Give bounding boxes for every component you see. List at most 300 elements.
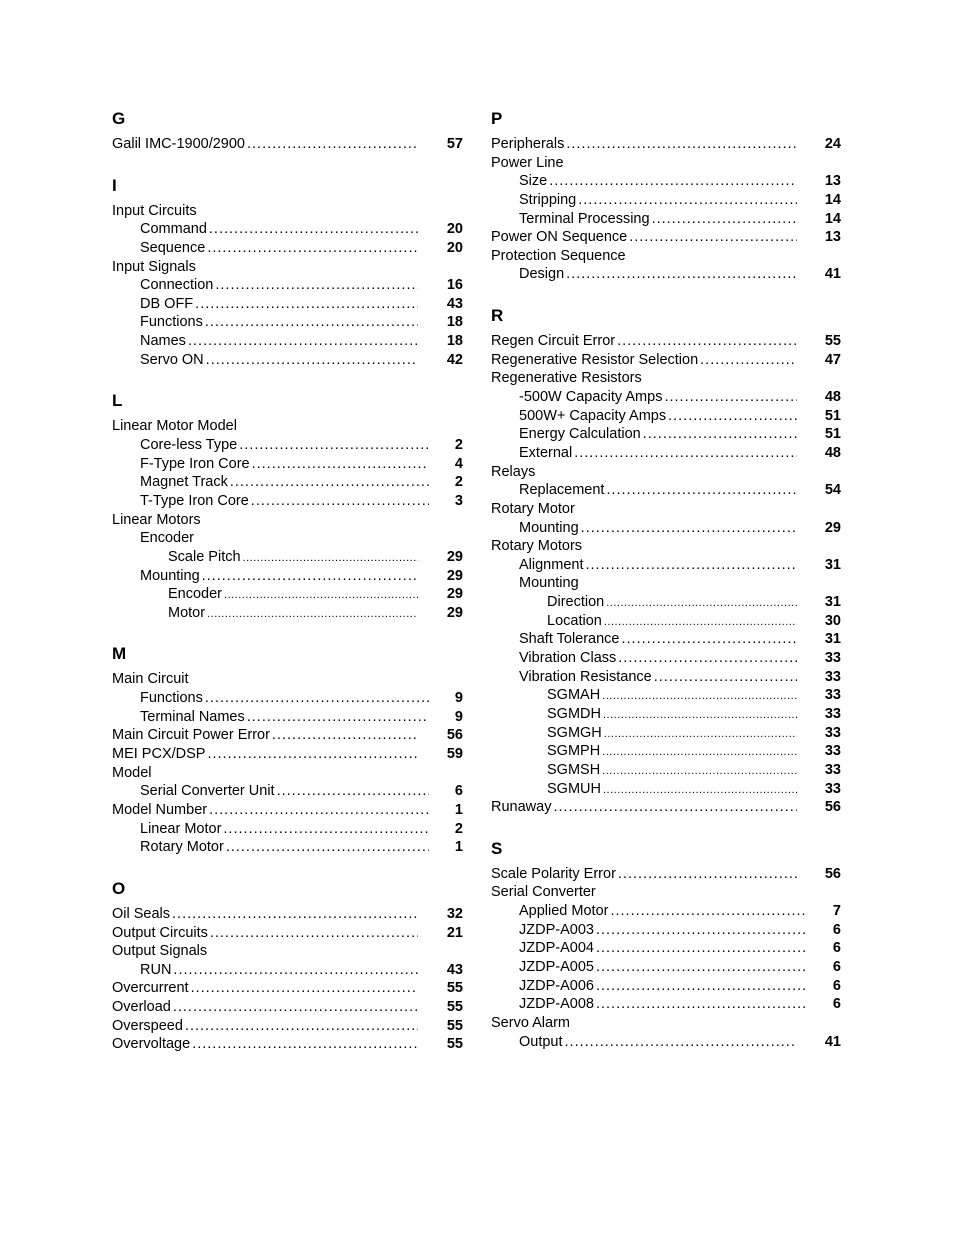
index-entry bbox=[491, 425, 841, 444]
entry-page-number: 31 bbox=[824, 631, 841, 648]
dot-leader bbox=[252, 455, 429, 474]
entry-page-number: 51 bbox=[824, 407, 841, 424]
dot-leader bbox=[602, 742, 797, 762]
dot-leader bbox=[272, 726, 418, 745]
dot-leader bbox=[618, 865, 797, 884]
entry-term: SGMDH bbox=[547, 705, 601, 722]
index-entry bbox=[112, 961, 463, 980]
section-letter: O bbox=[112, 878, 126, 898]
dot-leader bbox=[191, 979, 418, 998]
dot-leader bbox=[566, 265, 797, 284]
entry-term: Model bbox=[112, 764, 152, 781]
index-entry bbox=[491, 191, 841, 210]
entry-term: SGMAH bbox=[547, 687, 601, 704]
index-entry bbox=[491, 556, 841, 575]
index-entry bbox=[112, 135, 463, 154]
entry-term: Terminal Processing bbox=[519, 210, 650, 227]
entry-page-number: 6 bbox=[832, 921, 841, 938]
entry-page-number: 33 bbox=[824, 743, 841, 760]
index-entry bbox=[491, 630, 841, 649]
index-entry bbox=[491, 995, 841, 1014]
entry-term: Rotary Motors bbox=[491, 538, 583, 555]
section-letter: M bbox=[112, 644, 127, 664]
dot-leader bbox=[239, 436, 429, 455]
entry-page-number: 51 bbox=[824, 426, 841, 443]
entry-term: Replacement bbox=[519, 482, 605, 499]
index-entry bbox=[112, 548, 463, 567]
entry-term: Mounting bbox=[519, 575, 579, 592]
index-column-left bbox=[112, 108, 463, 1075]
dot-leader bbox=[581, 519, 797, 538]
dot-leader bbox=[668, 407, 797, 426]
dot-leader bbox=[173, 998, 418, 1017]
dot-leader bbox=[652, 210, 797, 229]
dot-leader bbox=[643, 425, 797, 444]
entry-term: Location bbox=[547, 612, 602, 629]
entry-page-number: 3 bbox=[454, 492, 463, 509]
dot-leader bbox=[574, 444, 797, 463]
entry-term: Functions bbox=[140, 314, 203, 331]
entry-page-number: 33 bbox=[824, 761, 841, 778]
entry-page-number: 48 bbox=[824, 389, 841, 406]
index-entry bbox=[112, 351, 463, 370]
entry-page-number: 54 bbox=[824, 482, 841, 499]
entry-term: Rotary Motor bbox=[491, 500, 575, 517]
entry-page-number: 14 bbox=[824, 191, 841, 208]
index-entry bbox=[112, 239, 463, 258]
dot-leader bbox=[596, 995, 808, 1014]
index-entry bbox=[112, 567, 463, 586]
entry-term: Model Number bbox=[112, 801, 208, 818]
index-entry bbox=[491, 724, 841, 743]
index-entry bbox=[112, 436, 463, 455]
dot-leader bbox=[565, 1033, 797, 1052]
entry-term: Direction bbox=[547, 594, 605, 611]
entry-page-number: 55 bbox=[446, 1036, 463, 1053]
index-entry bbox=[491, 332, 841, 351]
index-entry bbox=[112, 745, 463, 764]
entry-page-number: 2 bbox=[454, 474, 463, 491]
index-entry bbox=[491, 798, 841, 817]
entry-term: Input Circuits bbox=[112, 202, 197, 219]
dot-leader bbox=[629, 228, 797, 247]
dot-leader bbox=[224, 585, 418, 605]
dot-leader bbox=[226, 838, 429, 857]
index-entry bbox=[112, 313, 463, 332]
dot-leader bbox=[202, 567, 418, 586]
entry-page-number: 47 bbox=[824, 351, 841, 368]
entry-term: Encoder bbox=[140, 530, 195, 547]
entry-term: Stripping bbox=[519, 191, 577, 208]
entry-term: JZDP-A008 bbox=[519, 996, 594, 1013]
entry-page-number: 30 bbox=[824, 612, 841, 629]
dot-leader bbox=[243, 548, 418, 568]
entry-page-number: 6 bbox=[832, 977, 841, 994]
entry-page-number: 31 bbox=[824, 594, 841, 611]
entry-page-number: 9 bbox=[454, 690, 463, 707]
entry-term: Main Circuit bbox=[112, 671, 189, 688]
entry-page-number: 56 bbox=[446, 727, 463, 744]
entry-page-number: 9 bbox=[454, 708, 463, 725]
index-entry bbox=[491, 612, 841, 631]
entry-page-number: 29 bbox=[446, 586, 463, 603]
dot-leader bbox=[606, 481, 797, 500]
index-entry bbox=[112, 455, 463, 474]
index-section-p bbox=[491, 108, 841, 284]
index-entry bbox=[491, 172, 841, 191]
entry-term: Mounting bbox=[519, 519, 579, 536]
index-entry bbox=[491, 883, 596, 902]
entry-page-number: 29 bbox=[446, 604, 463, 621]
entry-term: JZDP-A005 bbox=[519, 958, 594, 975]
entry-page-number: 57 bbox=[446, 136, 463, 152]
index-section-o bbox=[112, 878, 463, 1054]
entry-page-number: 29 bbox=[446, 548, 463, 565]
dot-leader bbox=[223, 820, 429, 839]
entry-term: Scale Pitch bbox=[168, 548, 241, 565]
entry-page-number: 21 bbox=[446, 924, 463, 941]
index-entry bbox=[491, 537, 583, 556]
entry-term: Core-less Type bbox=[140, 437, 238, 454]
entry-page-number: 2 bbox=[454, 437, 463, 454]
dot-leader bbox=[622, 630, 798, 649]
entry-term: Overload bbox=[112, 999, 171, 1016]
dot-leader bbox=[185, 1017, 418, 1036]
entry-page-number: 48 bbox=[824, 444, 841, 461]
index-entry bbox=[112, 332, 463, 351]
section-letter: S bbox=[491, 838, 503, 858]
dot-leader bbox=[553, 798, 797, 817]
entry-term: Functions bbox=[140, 690, 203, 707]
entry-page-number: 1 bbox=[454, 801, 463, 818]
section-letter: G bbox=[112, 109, 126, 128]
section-letter: L bbox=[112, 391, 123, 411]
entry-page-number: 29 bbox=[824, 519, 841, 536]
index-entry bbox=[112, 473, 463, 492]
index-entry bbox=[112, 689, 463, 708]
index-entry bbox=[112, 1017, 463, 1036]
entry-page-number: 13 bbox=[824, 173, 841, 190]
entry-term: Serial Converter Unit bbox=[140, 783, 275, 800]
index-entry bbox=[112, 295, 463, 314]
dot-leader bbox=[210, 924, 418, 943]
entry-term: Vibration Resistance bbox=[519, 668, 652, 685]
index-entry bbox=[491, 977, 841, 996]
dot-leader bbox=[617, 332, 797, 351]
dot-leader bbox=[596, 939, 808, 958]
dot-leader bbox=[596, 921, 808, 940]
entry-term: Command bbox=[140, 221, 207, 238]
index-entry bbox=[491, 154, 564, 173]
dot-leader bbox=[566, 135, 797, 154]
section-letter: I bbox=[112, 175, 117, 195]
entry-term: Oil Seals bbox=[112, 905, 171, 922]
index-entry bbox=[491, 921, 841, 940]
index-entry bbox=[491, 593, 841, 612]
entry-term: Servo ON bbox=[140, 351, 204, 368]
index-entry bbox=[112, 726, 463, 745]
entry-term: Size bbox=[519, 173, 548, 190]
index-section-m bbox=[112, 643, 463, 856]
entry-page-number: 6 bbox=[832, 996, 841, 1013]
entry-page-number: 29 bbox=[446, 567, 463, 584]
entry-term: Linear Motor bbox=[140, 820, 222, 837]
index-entry bbox=[112, 258, 196, 277]
entry-term: Overspeed bbox=[112, 1017, 183, 1034]
entry-page-number: 42 bbox=[446, 351, 463, 368]
dot-leader bbox=[209, 801, 429, 820]
entry-term: Shaft Tolerance bbox=[519, 631, 620, 648]
entry-page-number: 16 bbox=[446, 277, 463, 294]
index-entry bbox=[491, 705, 841, 724]
entry-page-number: 7 bbox=[832, 903, 841, 920]
entry-term: Motor bbox=[168, 604, 206, 621]
dot-leader bbox=[664, 388, 797, 407]
dot-leader bbox=[700, 351, 797, 370]
entry-page-number: 33 bbox=[824, 687, 841, 704]
index-entry bbox=[112, 838, 463, 857]
entry-term: Power ON Sequence bbox=[491, 229, 628, 246]
entry-page-number: 33 bbox=[824, 705, 841, 722]
dot-leader bbox=[205, 689, 429, 708]
entry-term: Linear Motor Model bbox=[112, 418, 237, 435]
entry-term: Input Signals bbox=[112, 258, 196, 275]
entry-page-number: 18 bbox=[446, 314, 463, 331]
index-entry bbox=[491, 210, 841, 229]
entry-term: Serial Converter bbox=[491, 884, 596, 901]
index-entry bbox=[491, 481, 841, 500]
entry-page-number: 18 bbox=[446, 333, 463, 350]
entry-page-number: 1 bbox=[454, 839, 463, 856]
index-section-i bbox=[112, 175, 463, 370]
entry-term: DB OFF bbox=[140, 295, 194, 312]
entry-term: External bbox=[519, 444, 573, 461]
dot-leader bbox=[604, 612, 797, 632]
entry-term: -500W Capacity Amps bbox=[519, 389, 663, 406]
dot-leader bbox=[207, 239, 418, 258]
entry-term: Output Signals bbox=[112, 943, 208, 960]
index-entry bbox=[491, 742, 841, 761]
dot-leader bbox=[610, 902, 808, 921]
index-entry bbox=[112, 220, 463, 239]
dot-leader bbox=[195, 295, 418, 314]
index-entry bbox=[491, 135, 841, 154]
index-entry bbox=[112, 511, 201, 530]
dot-leader bbox=[596, 958, 808, 977]
entry-term: Rotary Motor bbox=[140, 839, 224, 856]
index-entry bbox=[491, 939, 841, 958]
dot-leader bbox=[602, 686, 797, 706]
index-entry bbox=[112, 942, 208, 961]
entry-term: MEI PCX/DSP bbox=[112, 746, 206, 763]
dot-leader bbox=[602, 761, 797, 781]
dot-leader bbox=[578, 191, 797, 210]
index-entry bbox=[491, 761, 841, 780]
entry-page-number: 6 bbox=[454, 783, 463, 800]
index-entry bbox=[112, 782, 463, 801]
entry-term: Power Line bbox=[491, 154, 564, 171]
entry-page-number: 55 bbox=[446, 999, 463, 1016]
entry-page-number: 31 bbox=[824, 556, 841, 573]
entry-term: F-Type Iron Core bbox=[140, 455, 250, 472]
entry-page-number: 33 bbox=[824, 780, 841, 797]
dot-leader bbox=[618, 649, 797, 668]
dot-leader bbox=[215, 276, 418, 295]
entry-term: Mounting bbox=[140, 567, 200, 584]
dot-leader bbox=[188, 332, 418, 351]
entry-term: SGMSH bbox=[547, 761, 601, 778]
entry-page-number: 33 bbox=[824, 668, 841, 685]
entry-term: JZDP-A004 bbox=[519, 940, 594, 957]
entry-page-number: 56 bbox=[824, 799, 841, 816]
index-entry bbox=[491, 500, 575, 519]
index-entry bbox=[112, 708, 463, 727]
index-entry bbox=[491, 519, 841, 538]
entry-page-number: 2 bbox=[454, 820, 463, 837]
dot-leader bbox=[206, 351, 418, 370]
entry-term: Regenerative Resistor Selection bbox=[491, 351, 699, 368]
entry-term: Magnet Track bbox=[140, 474, 228, 491]
index-entry bbox=[491, 686, 841, 705]
index-entry bbox=[491, 958, 841, 977]
index-entry bbox=[491, 228, 841, 247]
index-section-l bbox=[112, 390, 463, 622]
index-entry bbox=[112, 529, 195, 548]
dot-leader bbox=[603, 780, 797, 800]
index-entry bbox=[112, 905, 463, 924]
entry-page-number: 13 bbox=[824, 229, 841, 246]
dot-leader bbox=[654, 668, 797, 687]
index-entry bbox=[491, 865, 841, 884]
entry-term: SGMGH bbox=[547, 724, 602, 741]
index-section-r bbox=[491, 305, 841, 817]
entry-term: Connection bbox=[140, 277, 214, 294]
entry-page-number: 6 bbox=[832, 958, 841, 975]
index-entry bbox=[491, 265, 841, 284]
index-entry bbox=[112, 670, 189, 689]
dot-leader bbox=[172, 905, 418, 924]
dot-leader bbox=[247, 708, 429, 727]
index-entry bbox=[112, 276, 463, 295]
entry-term: Protection Sequence bbox=[491, 247, 626, 264]
entry-page-number: 20 bbox=[446, 239, 463, 256]
index-entry bbox=[112, 764, 152, 783]
entry-term: Peripherals bbox=[491, 136, 565, 152]
dot-leader bbox=[596, 977, 808, 996]
entry-term: SGMPH bbox=[547, 743, 601, 760]
entry-term: Design bbox=[519, 266, 565, 283]
dot-leader bbox=[604, 724, 797, 744]
entry-page-number: 14 bbox=[824, 210, 841, 227]
entry-term: Galil IMC-1900/2900 bbox=[112, 136, 245, 152]
dot-leader bbox=[277, 782, 429, 801]
entry-term: Terminal Names bbox=[140, 708, 245, 725]
dot-leader bbox=[247, 135, 418, 154]
entry-term: JZDP-A006 bbox=[519, 977, 594, 994]
index-entry bbox=[112, 820, 463, 839]
entry-term: RUN bbox=[140, 961, 172, 978]
entry-term: Output bbox=[519, 1033, 563, 1050]
entry-page-number: 43 bbox=[446, 295, 463, 312]
section-letter: P bbox=[491, 109, 503, 128]
entry-page-number: 55 bbox=[824, 333, 841, 350]
dot-leader bbox=[207, 604, 418, 624]
dot-leader bbox=[173, 961, 418, 980]
entry-page-number: 59 bbox=[446, 746, 463, 763]
entry-term: SGMUH bbox=[547, 780, 601, 797]
entry-page-number: 4 bbox=[454, 455, 463, 472]
index-entry bbox=[112, 492, 463, 511]
entry-term: Linear Motors bbox=[112, 511, 201, 528]
entry-page-number: 33 bbox=[824, 724, 841, 741]
entry-page-number: 24 bbox=[824, 136, 841, 152]
index-entry bbox=[491, 780, 841, 799]
dot-leader bbox=[549, 172, 797, 191]
index-entry bbox=[112, 1035, 463, 1054]
index-entry bbox=[112, 979, 463, 998]
index-section-s bbox=[491, 838, 841, 1051]
entry-term: 500W+ Capacity Amps bbox=[519, 407, 667, 424]
entry-term: Servo Alarm bbox=[491, 1014, 570, 1031]
index-entry bbox=[112, 417, 237, 436]
index-entry bbox=[491, 668, 841, 687]
entry-page-number: 20 bbox=[446, 221, 463, 238]
entry-page-number: 56 bbox=[824, 865, 841, 882]
entry-page-number: 33 bbox=[824, 650, 841, 667]
entry-term: Main Circuit Power Error bbox=[112, 727, 270, 744]
entry-term: Regenerative Resistors bbox=[491, 370, 642, 387]
dot-leader bbox=[606, 593, 797, 613]
entry-term: Overvoltage bbox=[112, 1036, 191, 1053]
entry-term: Alignment bbox=[519, 556, 584, 573]
entry-term: JZDP-A003 bbox=[519, 921, 594, 938]
dot-leader bbox=[603, 705, 797, 725]
dot-leader bbox=[209, 220, 418, 239]
entry-term: Overcurrent bbox=[112, 980, 189, 997]
index-entry bbox=[491, 463, 536, 482]
entry-page-number: 43 bbox=[446, 961, 463, 978]
entry-term: Energy Calculation bbox=[519, 426, 641, 443]
index-entry bbox=[491, 351, 841, 370]
index-entry bbox=[112, 924, 463, 943]
index-entry bbox=[491, 902, 841, 921]
entry-term: Scale Polarity Error bbox=[491, 865, 616, 882]
index-entry bbox=[491, 247, 626, 266]
entry-term: T-Type Iron Core bbox=[140, 492, 249, 509]
index-entry bbox=[491, 407, 841, 426]
dot-leader bbox=[205, 313, 418, 332]
section-letter: R bbox=[491, 306, 504, 326]
entry-page-number: 32 bbox=[446, 905, 463, 922]
entry-term: Encoder bbox=[168, 586, 223, 603]
index-entry bbox=[491, 444, 841, 463]
dot-leader bbox=[230, 473, 429, 492]
entry-term: Vibration Class bbox=[519, 650, 617, 667]
dot-leader bbox=[207, 745, 418, 764]
dot-leader bbox=[192, 1035, 418, 1054]
entry-term: Output Circuits bbox=[112, 924, 208, 941]
dot-leader bbox=[251, 492, 429, 511]
entry-page-number: 6 bbox=[832, 940, 841, 957]
index-entry bbox=[112, 585, 463, 604]
index-entry bbox=[112, 202, 197, 221]
index-entry bbox=[112, 998, 463, 1017]
dot-leader bbox=[585, 556, 797, 575]
entry-page-number: 41 bbox=[824, 266, 841, 283]
entry-term: Sequence bbox=[140, 239, 206, 256]
entry-term: Relays bbox=[491, 463, 536, 480]
index-entry bbox=[491, 1014, 570, 1033]
